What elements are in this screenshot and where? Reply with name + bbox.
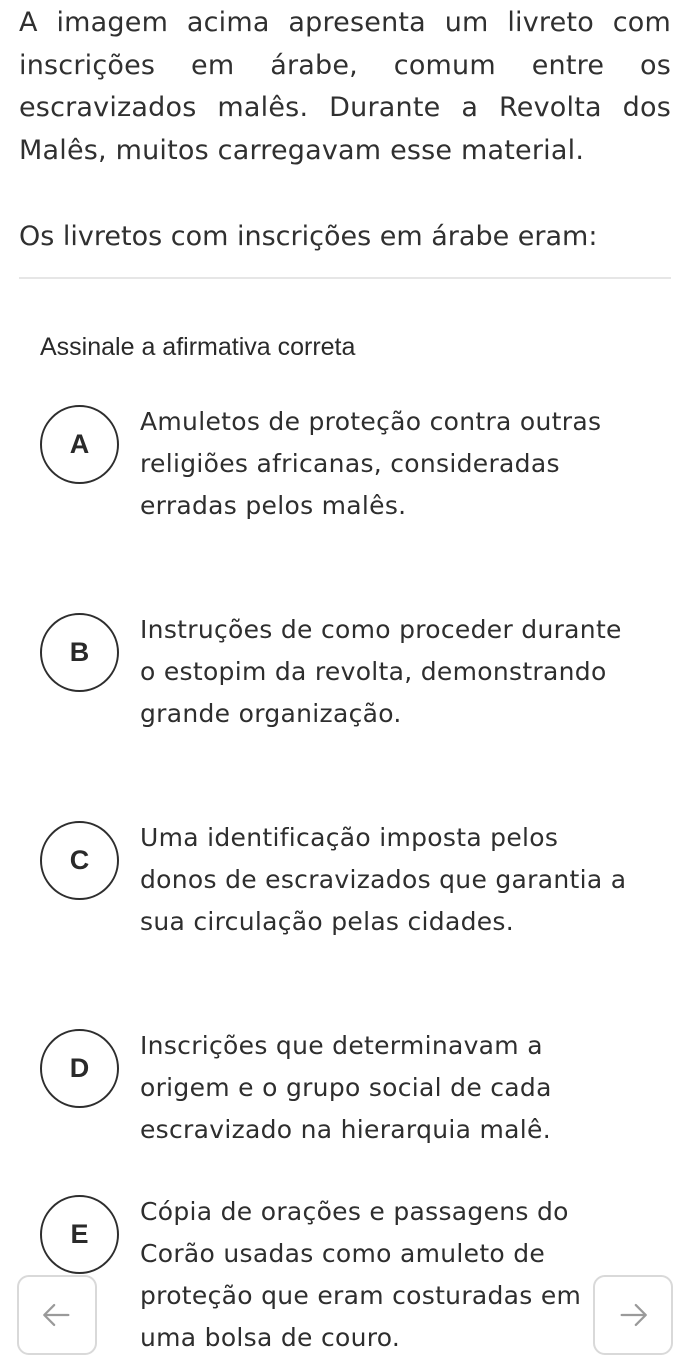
option-letter-a[interactable]: A xyxy=(40,405,119,484)
option-text-c[interactable]: Uma identificação imposta pelos donos de escravizados que garantia a sua circulação pelas cidades. xyxy=(140,823,627,936)
arrow-left-icon xyxy=(40,1298,74,1332)
option-letter-e[interactable]: E xyxy=(40,1195,119,1274)
question-prompt: Os livretos com inscrições em árabe eram: xyxy=(19,221,598,252)
arrow-right-icon xyxy=(616,1298,650,1332)
answer-instruction: Assinale a afirmativa correta xyxy=(40,333,356,361)
option-text-d[interactable]: Inscrições que determinavam a origem e o grupo social de cada escravizado na hierarquia malê. xyxy=(140,1031,552,1144)
question-statement: A imagem acima apresenta um livreto com inscrições em árabe, comum entre os escravizados malês. Durante a Revolta dos Malês, muitos carregavam esse material. xyxy=(19,7,671,166)
next-question-button[interactable] xyxy=(593,1275,673,1355)
option-text-e[interactable]: Cópia de orações e passagens do Corão usadas como amuleto de proteção que eram costuradas em uma bolsa de couro. xyxy=(140,1197,582,1352)
option-text-b[interactable]: Instruções de como proceder durante o estopim da revolta, demonstrando grande organização. xyxy=(140,615,622,728)
divider xyxy=(19,277,671,279)
option-letter-b[interactable]: B xyxy=(40,613,119,692)
option-letter-c[interactable]: C xyxy=(40,821,119,900)
previous-question-button[interactable] xyxy=(17,1275,97,1355)
option-text-a[interactable]: Amuletos de proteção contra outras religiões africanas, consideradas erradas pelos malês. xyxy=(140,407,602,520)
option-letter-d[interactable]: D xyxy=(40,1029,119,1108)
